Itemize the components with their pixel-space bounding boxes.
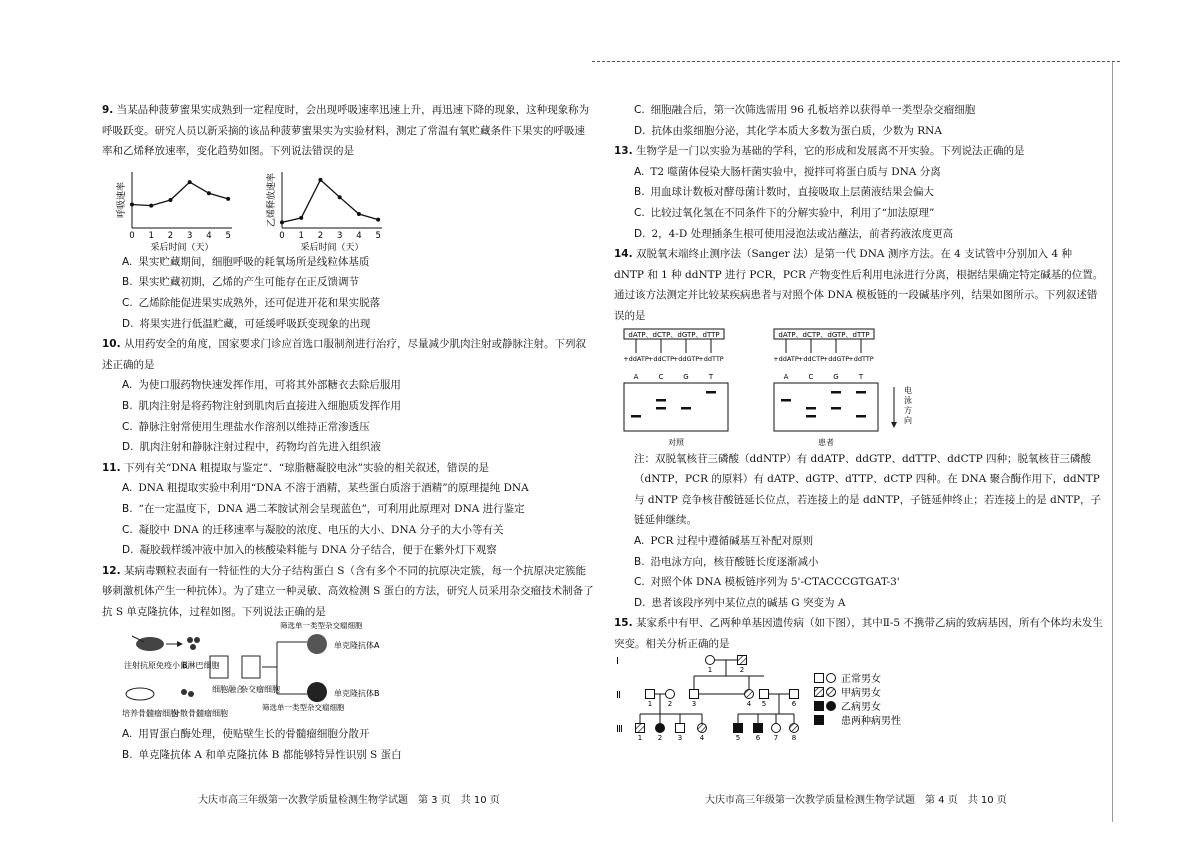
q9-options [102, 252, 594, 334]
data-point [226, 197, 230, 201]
reagent-label: dATP、dCTP、dGTP、dTTP [778, 330, 870, 339]
gen2-individual [690, 690, 699, 699]
hybridoma-diagram [102, 622, 594, 724]
data-point [168, 198, 172, 202]
hybridoma-svg [102, 622, 432, 724]
option-c: C. 对照个体 DNA 模板链序列为 5'-CTACCCGTGAT-3' [634, 576, 900, 589]
legend-label: 正常男女 [841, 674, 881, 686]
question-stem: 生物学是一门以实验为基础的学科，它的形成和发展离不开实验。下列说法正确的是 [635, 145, 1025, 158]
option-c: C. 静脉注射常使用生理盐水作溶剂以维持正常渗透压 [122, 420, 370, 433]
female-normal [706, 656, 715, 665]
y-axis-label: 呼吸速率 [117, 181, 127, 218]
gel-band [806, 407, 816, 410]
gel-band [681, 407, 691, 410]
individual-number: 2 [667, 700, 673, 709]
well-plate-icon [307, 634, 327, 654]
individual-number: 5 [761, 700, 767, 709]
gel-band [856, 415, 866, 418]
question-15: 15. 某家系中有甲、乙两种单基因遗传病（如下图），其中Ⅱ-5 不携带乙病的致病基因，所有个体均未发生突变。相关分析正确的是 Ⅰ Ⅱ Ⅲ 1 2 1 2 3 4 5 6 1 2 3 4 5 6 7 8 正常男女 甲病男女 乙病男女 患两种病男性 [614, 617, 1103, 743]
x-tick-label: 3 [336, 230, 343, 241]
option-d: D. 将果实进行低温贮藏，可延缓呼吸跃变现象的出现 [122, 317, 371, 330]
bcell-label: B淋巴细胞 [182, 661, 220, 671]
sanger-gel-figure [614, 327, 1104, 449]
option-d: D. 抗体由浆细胞分泌，其化学本质大多数为蛋白质，少数为 RNA [634, 124, 942, 137]
gen3-individual [754, 724, 763, 733]
gen3-individual [636, 724, 645, 733]
option-b: B. 肌肉注射是将药物注射到肌肉后直接进入细胞质发挥作用 [122, 399, 402, 412]
top-rule [592, 61, 1120, 63]
individual-number: 3 [677, 734, 683, 743]
data-point [280, 220, 284, 224]
option-b: B. 果实贮藏初期，乙烯的产生可能存在正反馈调节 [122, 276, 360, 289]
question-11: 11. 下列有关“DNA 粗提取与鉴定”、“琼脂糖凝胶电泳”实验的相关叙述，错误的是 A. DNA 粗提取实验中利用“DNA 不溶于酒精，某些蛋白质溶于酒精”的原理提纯 DNA B. “在一定温度下，DNA 遇二苯胺试剂会呈现蓝色”，可利用此原理对 DNA 进行鉴定 C. 凝胶中 DNA 的迁移速率与凝胶的浓度、电压的大小、DNA 分子的大小等有关 D. 凝胶载样缓冲液中加入的核酸染料能与 DNA 分子结合，便于在紫外灯下观察 [102, 458, 594, 561]
question-13: 13. 生物学是一门以实验为基础的学科，它的形成和发展离不开实验。下列说法正确的是 A. T2 噬菌体侵染大肠杆菌实验中，搅拌可将蛋白质与 DNA 分离 B. 用血球计数板对酵母菌计数时，直接吸取上层菌液结果会偏大 C. 比较过氧化氢在不同条件下的分解实验中，利用了“加法原理” D. 2，4-D 处理插条生根可使用浸泡法或沾蘸法，前者药液浓度更高 [614, 141, 1104, 244]
legend-symbol [815, 674, 824, 683]
question-stem: 下列有关“DNA 粗提取与鉴定”、“琼脂糖凝胶电泳”实验的相关叙述，错误的是 [123, 461, 489, 474]
direction-label: 电 [904, 385, 912, 395]
x-tick-label: 0 [279, 230, 285, 241]
gel-band [656, 399, 666, 402]
individual-number: 4 [746, 700, 752, 709]
lane-label: C [808, 372, 814, 381]
individual-number: 8 [791, 734, 797, 743]
series-line [282, 180, 378, 223]
option-a: A. 果实贮藏期间，细胞呼吸的耗氧场所是线粒体基质 [122, 255, 370, 268]
individual-number: 2 [657, 734, 663, 743]
ddntp-label: +ddCTP [647, 354, 675, 363]
individual-number: 3 [691, 700, 697, 709]
x-tick-label: 3 [186, 230, 193, 241]
sanger-gel-svg [614, 327, 914, 449]
gel-band [831, 407, 841, 410]
gen3-individual [698, 724, 707, 733]
option-a: A. T2 噬菌体侵染大肠杆菌实验中，搅拌可将蛋白质与 DNA 分离 [634, 165, 941, 178]
hybrid-tube-icon [242, 656, 260, 678]
footer-page-3: 大庆市高三年级第一次教学质量检测生物学试题 第 3 页 共 10 页 [198, 795, 500, 806]
fusion-label: 细胞融合 [212, 685, 244, 695]
legend-symbol [815, 702, 824, 711]
gel-caption: 对照 [668, 437, 684, 447]
legend-symbol [815, 716, 820, 725]
direction-label: 泳 [904, 395, 912, 405]
x-tick-label: 2 [167, 230, 174, 241]
legend-label: 患两种病男性 [841, 716, 901, 728]
gel-caption: 患者 [818, 437, 834, 447]
ddntp-label: +ddCTP [797, 354, 825, 363]
gen3-individual [676, 724, 685, 733]
option-c: C. 细胞融合后，第一次筛选需用 96 孔板培养以获得单一类型杂交瘤细胞 [634, 104, 976, 116]
gel-band [806, 415, 816, 418]
reagent-label: dATP、dCTP、dGTP、dTTP [628, 330, 720, 339]
pedigree-svg [614, 654, 994, 744]
y-axis-label: 乙烯释放速率 [267, 172, 277, 227]
lane-label: G [683, 372, 689, 381]
question-stem: 某病毒颗粒表面有一特征性的大分子结构蛋白 S（含有多个不同的抗原决定簇，每一个抗原决定簇能够刺激机体产生一种抗体）。为了建立一种灵敏、高效检测 S 蛋白的方法，研究人员采用杂交瘤技术制备了抗 S 单克隆抗体，过程如图。下列说法正确的是 [102, 564, 594, 618]
q9-figure [102, 162, 594, 252]
direction-label: 向 [904, 415, 912, 425]
question-stem: 当某品种菠萝蜜果实成熟到一定程度时，会出现呼吸速率迅速上升，再迅速下降的现象，这种现象称为呼吸跃变。研究人员以新采摘的该品种菠萝蜜果实为实验材料，测定了常温有氧贮藏条件下果实的呼吸速率和乙烯释放速率，变化趋势如图。下列说法错误的是 [102, 104, 590, 158]
individual-number: 6 [791, 700, 797, 709]
gel-band [706, 391, 716, 394]
screen-top-label: 筛选单一类型杂交瘤细胞 [280, 622, 363, 631]
lane-label: A [783, 372, 789, 381]
generation-label: Ⅲ [616, 724, 623, 736]
gen3-individual [656, 724, 665, 733]
x-tick-label: 1 [148, 230, 154, 241]
lane-label: A [633, 372, 639, 381]
option-b: B. 单克隆抗体 A 和单克隆抗体 B 都能够特异性识别 S 蛋白 [122, 749, 402, 762]
data-point [149, 203, 153, 207]
question-number: 9. [102, 104, 114, 116]
lane-label: G [833, 372, 839, 381]
legend-symbol [827, 674, 836, 683]
option-d: D. 患者该段序列中某位点的碱基 G 突变为 A [634, 596, 846, 609]
gel-band [856, 391, 866, 394]
mab-b-label: 单克隆抗体B [334, 689, 380, 699]
legend-label: 甲病男女 [841, 688, 881, 700]
gen2-individual [666, 690, 675, 699]
gen2-individual [745, 690, 754, 699]
x-tick-label: 5 [225, 230, 231, 241]
question-stem: 某家系中有甲、乙两种单基因遗传病（如下图），其中Ⅱ-5 不携带乙病的致病基因，所有个体均未发生突变。相关分析正确的是 [614, 617, 1103, 650]
individual-number: 2 [739, 666, 745, 675]
direction-label: 方 [904, 405, 912, 415]
gen3-individual [772, 724, 781, 733]
individual-number: 1 [707, 666, 713, 675]
myeloma-culture-label: 培养骨髓瘤细胞 [122, 709, 178, 719]
data-point [299, 216, 303, 220]
x-tick-label: 1 [298, 230, 304, 241]
right-column [614, 100, 1104, 744]
individual-number: 1 [637, 734, 643, 743]
hybrid-label: 杂交瘤细胞 [240, 685, 280, 695]
option-d: D. 2，4-D 处理插条生根可使用浸泡法或沾蘸法，前者药液浓度更高 [634, 227, 954, 240]
question-9 [102, 100, 594, 162]
option-c: C. 凝胶中 DNA 的迁移速率与凝胶的浓度、电压的大小、DNA 分子的大小等有关 [122, 523, 504, 536]
option-b: B. 用血球计数板对酵母菌计数时，直接吸取上层菌液结果会偏大 [634, 186, 935, 199]
gel-band [656, 407, 666, 410]
male-disease-a [738, 656, 747, 665]
screen-bottom-label: 筛选单一类型杂交瘤细胞 [262, 703, 345, 713]
gel-band [631, 415, 641, 418]
option-d: D. 肌肉注射和静脉注射过程中，药物均首先进入组织液 [122, 441, 381, 454]
x-tick-label: 5 [375, 230, 381, 241]
x-tick-label: 4 [356, 230, 362, 241]
ddntp-label: +ddGTP [672, 354, 700, 363]
legend-label: 乙病男女 [841, 702, 881, 714]
individual-number: 4 [699, 734, 705, 743]
footer-page-4: 大庆市高三年级第一次教学质量检测生物学试题 第 4 页 共 10 页 [705, 795, 1007, 806]
gen2-individual [790, 690, 799, 699]
left-column [102, 100, 594, 766]
gel-frame [774, 383, 878, 431]
question-12: 12. 某病毒颗粒表面有一特征性的大分子结构蛋白 S（含有多个不同的抗原决定簇，每一个抗原决定簇能够刺激机体产生一种抗体）。为了建立一种灵敏、高效检测 S 蛋白的方法，研究人员采用杂交瘤技术制备了抗 S 单克隆抗体，过程如图。下列说法正确的是 注射抗原免疫小鼠 B淋巴细胞 培养骨髓瘤细胞 分散骨髓瘤细胞 细胞融合 杂交瘤细胞 筛选单一类型杂交瘤细胞 筛选单一类型杂交瘤细胞 单克隆抗体A 单克隆抗体B A. 用胃蛋白酶处理，使贴壁生长的骨髓瘤细胞分散开 B. 单克隆抗体 A 和单克隆抗体 B 都能够特异性识别 S 蛋白 [102, 561, 594, 766]
question-10: 10. 从用药安全的角度，国家要求门诊应首选口服制剂进行治疗，尽量减少肌肉注射或静脉注射。下列叙述正确的是 A. 为使口服药物快速发挥作用，可将其外部糖衣去除后服用 B. 肌肉注射是将药物注射到肌肉后直接进入细胞质发挥作用 C. 静脉注射常使用生理盐水作溶剂以维持正常渗透压 D. 肌肉注射和静脉注射过程中，药物均首先进入组织液 [102, 334, 594, 458]
x-tick-label: 0 [129, 230, 135, 241]
ddntp-label: +ddATP [623, 354, 649, 363]
data-point [318, 178, 322, 182]
option-a: A. 用胃蛋白酶处理，使贴壁生长的骨髓瘤细胞分散开 [122, 728, 370, 741]
individual-number: 5 [735, 734, 741, 743]
data-point [130, 202, 134, 206]
right-edge-rule [1112, 62, 1113, 822]
gen3-individual [790, 724, 799, 733]
lane-label: T [708, 372, 714, 381]
data-point [207, 191, 211, 195]
individual-number: 6 [755, 734, 761, 743]
ddntp-label: +ddTTP [698, 354, 724, 363]
generation-label: Ⅰ [616, 656, 619, 668]
option-b: B. “在一定温度下，DNA 遇二苯胺试剂会呈现蓝色”，可利用此原理对 DNA 进行鉴定 [122, 502, 525, 515]
gel-band [781, 399, 791, 402]
question-stem: 双脱氧末端终止测序法（Sanger 法）是第一代 DNA 测序方法。在 4 支试管中分别加入 4 种 dNTP 和 1 种 ddNTP 进行 PCR，PCR 产物变性后利用电泳进行分离，根据结果确定特定碱基的位置。通过该方法测定并比较某疾病患者与对照个体 DNA 模板链的一段碱基序列，结果如图所示。下列叙述错误的是 [614, 248, 1104, 322]
x-tick-label: 4 [206, 230, 212, 241]
individual-number: 1 [647, 700, 653, 709]
option-b: B. 沿电泳方向，核苷酸链长度逐渐减小 [634, 555, 819, 568]
option-a: A. DNA 粗提取实验中利用“DNA 不溶于酒精，某些蛋白质溶于酒精”的原理提纯 DNA [122, 482, 529, 495]
gel-band [831, 391, 841, 394]
legend-symbol [827, 688, 836, 697]
question-stem: 从用药安全的角度，国家要求门诊应首选口服制剂进行治疗，尽量减少肌肉注射或静脉注射。下列叙述正确的是 [102, 338, 586, 371]
option-c: C. 乙烯除能促进果实成熟外，还可促进开花和果实脱落 [122, 296, 381, 309]
ddntp-label: +ddTTP [848, 354, 874, 363]
ddntp-label: +ddATP [773, 354, 799, 363]
legend-symbol [827, 702, 836, 711]
data-point [188, 180, 192, 184]
option-d: D. 凝胶载样缓冲液中加入的核酸染料能与 DNA 分子结合，便于在紫外灯下观察 [122, 544, 497, 557]
lane-label: T [858, 372, 864, 381]
gen3-individual [734, 724, 743, 733]
x-axis-label: 采后时间（天） [300, 242, 364, 252]
gen2-individual [760, 690, 769, 699]
ddntp-label: +ddGTP [822, 354, 850, 363]
gen2-individual [646, 690, 655, 699]
pedigree-figure [614, 654, 1104, 744]
q9-charts [102, 162, 402, 252]
x-tick-label: 2 [317, 230, 324, 241]
mouse-icon [136, 637, 164, 651]
dish-icon [126, 688, 154, 700]
option-c: C. 比较过氧化氢在不同条件下的分解实验中，利用了“加法原理” [634, 206, 935, 219]
data-point [357, 212, 361, 216]
gel-frame [624, 383, 728, 431]
series-line [132, 182, 228, 206]
option-a: A. PCR 过程中遵循碱基互补配对原则 [634, 534, 814, 547]
lane-label: C [658, 372, 664, 381]
mab-a-label: 单克隆抗体A [334, 641, 380, 651]
mouse-label: 注射抗原免疫小鼠 [124, 661, 188, 671]
generation-label: Ⅱ [616, 690, 621, 702]
x-axis-label: 采后时间（天） [150, 242, 214, 252]
q14-note: 注：双脱氧核苷三磷酸（ddNTP）有 ddATP、ddGTP、ddTTP、ddCTP 四种；脱氧核苷三磷酸（dNTP，PCR 的原料）有 dATP、dGTP、dTTP、dCTP 四种。在 DNA 聚合酶作用下，ddNTP 与 dNTP 竞争核苷酸链延长位点，若连接上的是 ddNTP，子链延伸终止；若连接上的是 dNTP，子链延伸继续。 [634, 452, 1102, 527]
well-plate-icon [307, 682, 327, 702]
question-14: 14. 双脱氧末端终止测序法（Sanger 法）是第一代 DNA 测序方法。在 4 支试管中分别加入 4 种 dNTP 和 1 种 ddNTP 进行 PCR，PCR 产物变性后利用电泳进行分离，根据结果确定特定碱基的位置。通过该方法测定并比较某疾病患者与对照个体 DNA 模板链的一段碱基序列，结果如图所示。下列叙述错误的是 dATP、dCTP、dGTP、dTTP +ddATP A +ddCTP C +ddGTP G +ddTTP T 对照 dATP、dCTP、dGTP、dTTP +ddATP A +ddCTP C +ddGTP G +ddTTP T 患者 电 泳 方 向 注：双脱氧核苷三磷酸（ddNTP）有 ddATP、ddGTP、ddTTP、ddCTP 四种；脱氧核苷三磷酸（dNTP，PCR 的原料）有 dATP、dGTP、dTTP、dCTP 四种。在 DNA 聚合酶作用下，ddNTP 与 dNTP 竞争核苷酸链延长位点，若连接上的是 ddNTP，子链延伸终止；若连接上的是 dNTP，子链延伸继续。 A. PCR 过程中遵循碱基互补配对原则 B. 沿电泳方向，核苷酸链长度逐渐减小 C. 对照个体 DNA 模板链序列为 5'-CTACCCGTGAT-3' D. 患者该段序列中某位点的碱基 G 突变为 A [614, 244, 1104, 613]
data-point [338, 195, 342, 199]
individual-number: 7 [773, 734, 779, 743]
legend-symbol [815, 688, 824, 697]
option-a: A. 为使口服药物快速发挥作用，可将其外部糖衣去除后服用 [122, 379, 401, 392]
data-point [376, 217, 380, 221]
myeloma-split-label: 分散骨髓瘤细胞 [172, 709, 228, 719]
